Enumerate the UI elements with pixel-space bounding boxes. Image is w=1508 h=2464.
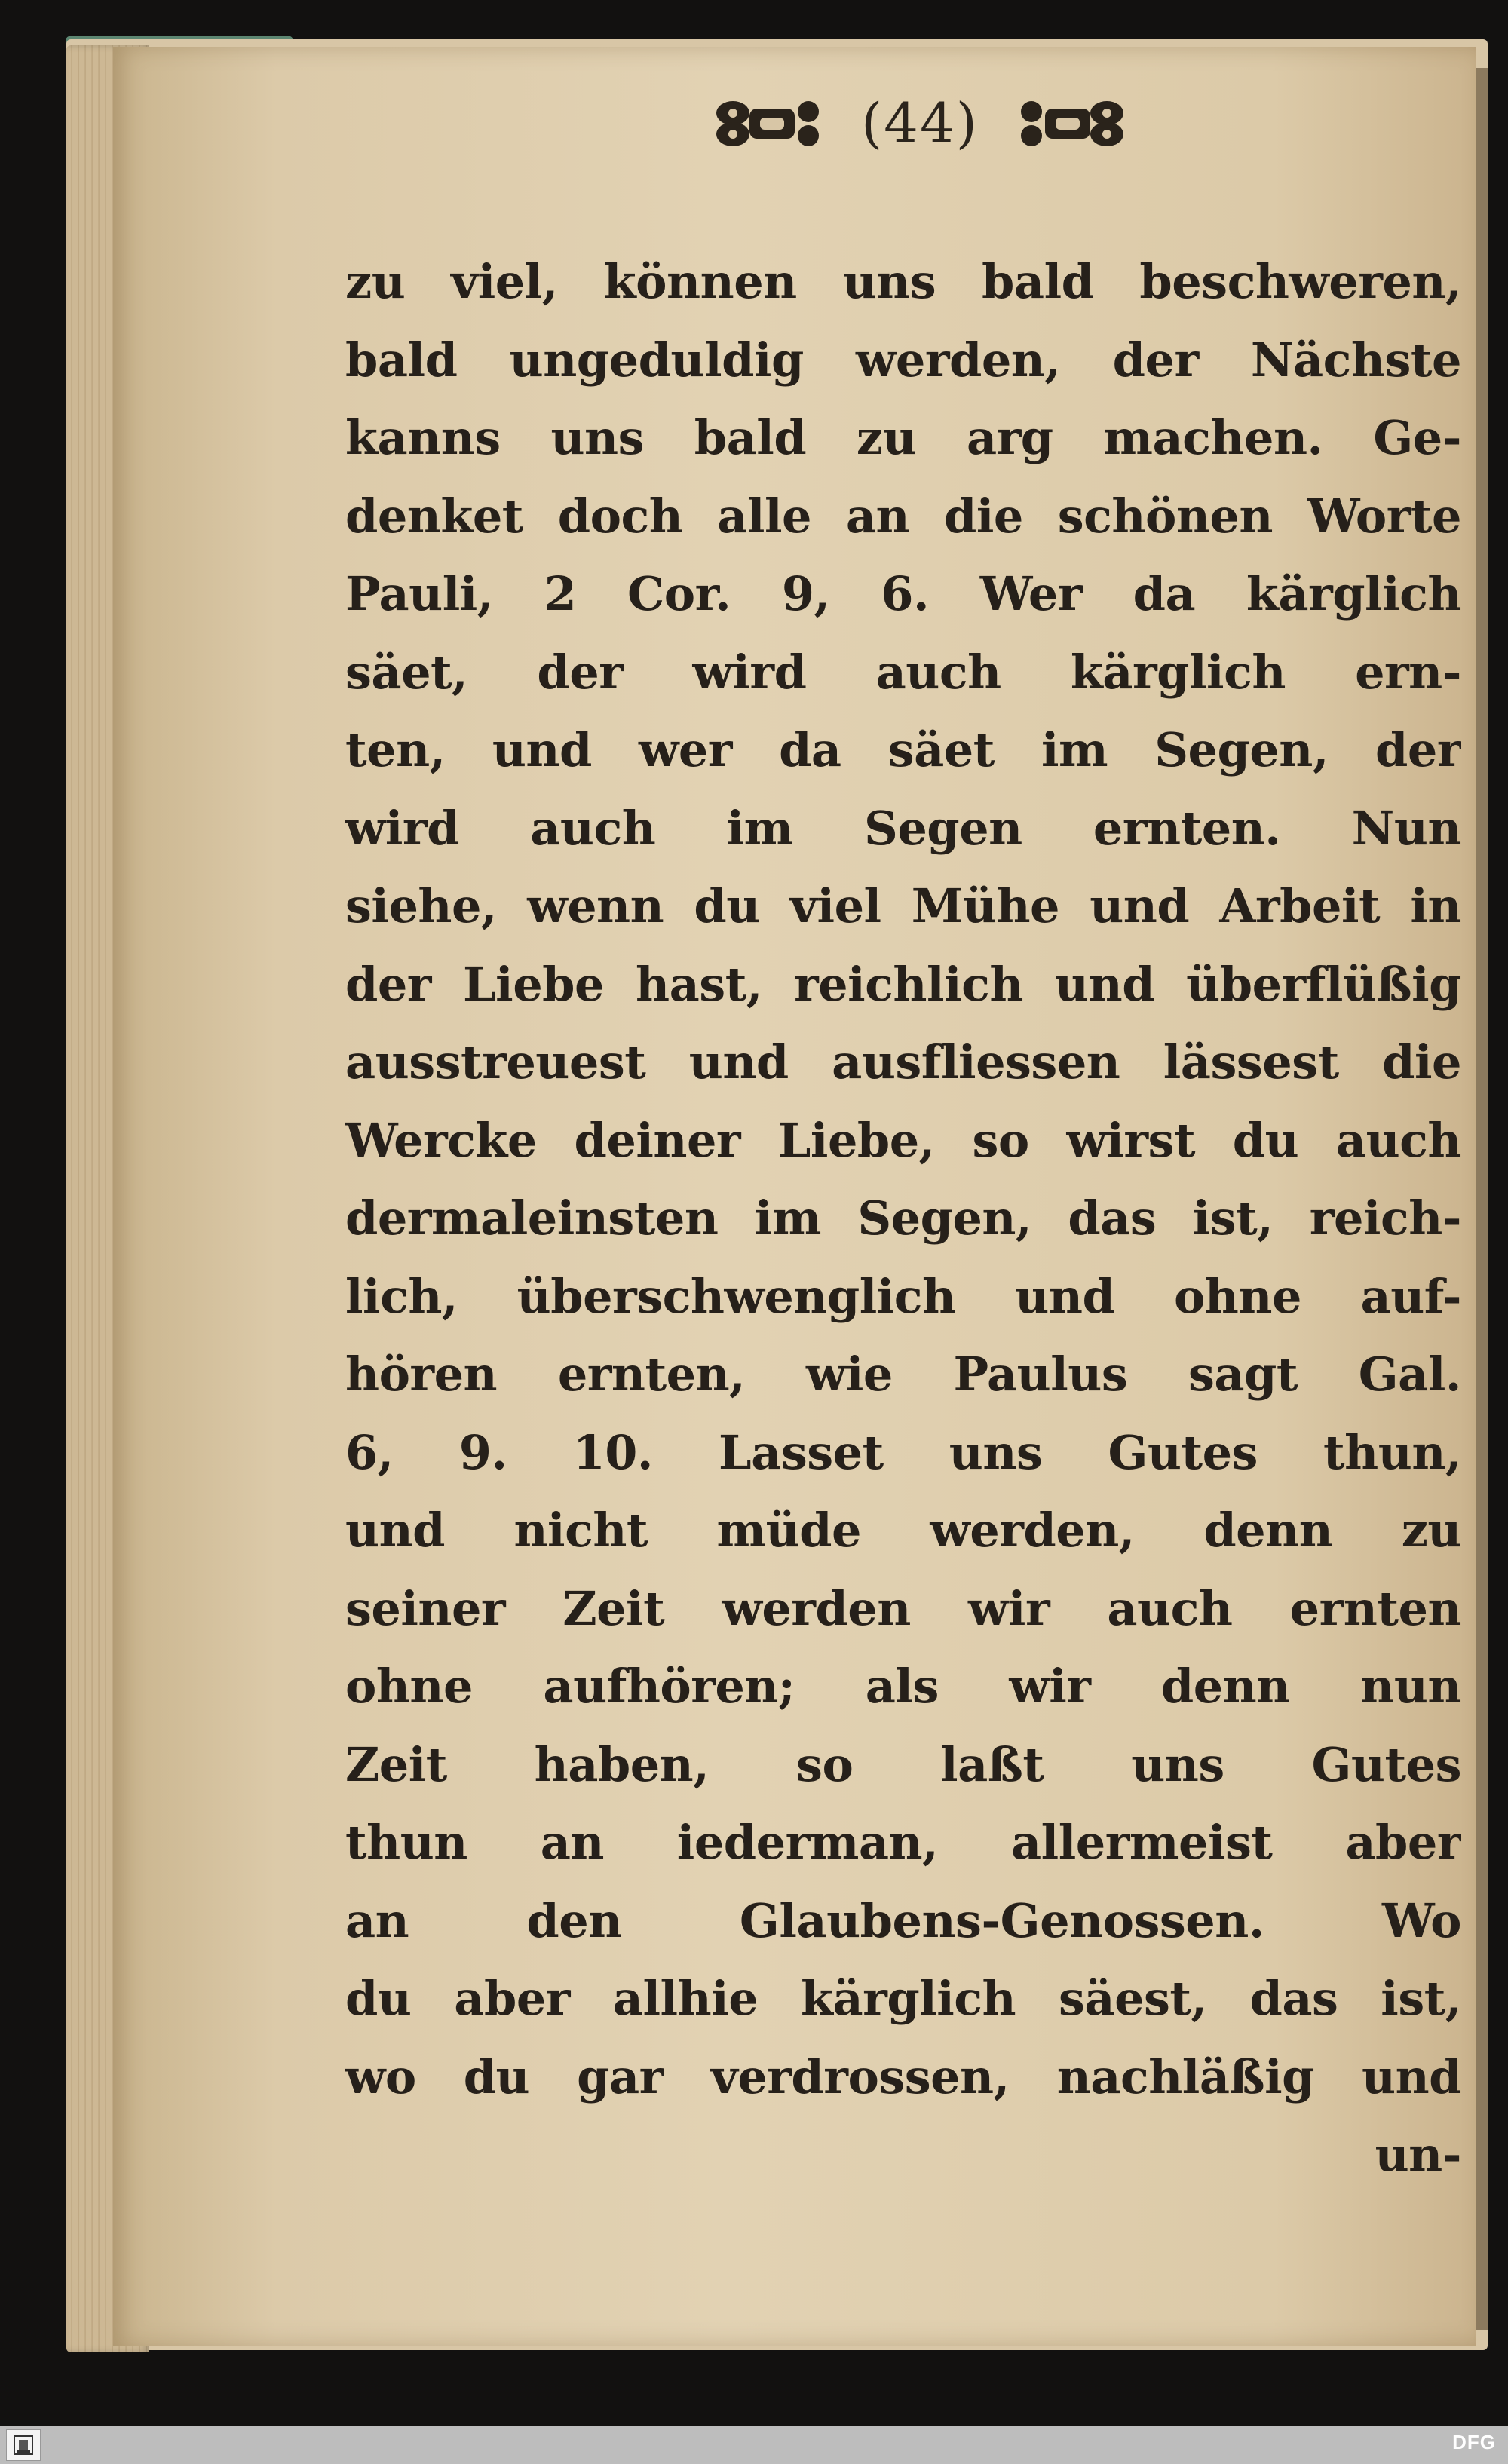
fleuron-right-icon (1009, 95, 1129, 151)
funder-label: DFG (1452, 2431, 1496, 2453)
fleuron-left-icon (710, 95, 831, 151)
text-line: wo du gar verdrossen, nachläßig und (345, 2049, 1461, 2104)
page-number: (44) (861, 91, 979, 155)
text-line: denket doch alle an die schönen Worte (345, 488, 1461, 544)
library-seal-icon[interactable] (6, 2429, 41, 2461)
page-right-edge (1476, 68, 1488, 2330)
text-line: dermaleinsten im Segen, das ist, reich- (345, 1191, 1461, 1246)
text-line: zu viel, können uns bald beschweren, (345, 254, 1461, 309)
text-line: Wercke deiner Liebe, so wirst du auch (345, 1112, 1461, 1168)
text-line: Zeit haben, so laßt uns Gutes (345, 1736, 1461, 1792)
catchword: un- (1375, 2127, 1461, 2182)
text-line: der Liebe hast, reichlich und überflüßig (345, 956, 1461, 1012)
text-line: wird auch im Segen ernten. Nun (345, 800, 1461, 856)
text-line: säet, der wird auch kärglich ern- (345, 644, 1461, 700)
text-line: kanns uns bald zu arg machen. Ge- (345, 410, 1461, 465)
page-text-block (345, 243, 1461, 2194)
text-line: bald ungeduldig werden, der Nächste (345, 332, 1461, 388)
text-line: ten, und wer da säet im Segen, der (345, 722, 1461, 777)
text-line: seiner Zeit werden wir auch ernten (345, 1580, 1461, 1636)
text-line: und nicht müde werden, denn zu (345, 1503, 1461, 1558)
text-line: Pauli, 2 Cor. 9, 6. Wer da kärglich (345, 566, 1461, 621)
page-header (656, 81, 1184, 164)
text-line: lich, überschwenglich und ohne auf- (345, 1268, 1461, 1324)
text-line: ohne aufhören; als wir denn nun (345, 1659, 1461, 1714)
text-line: 6, 9. 10. Lasset uns Gutes thun, (345, 1424, 1461, 1480)
text-line: an den Glaubens-Genossen. Wo (345, 1892, 1461, 1948)
viewer-bottom-bar (0, 2426, 1508, 2464)
text-line: thun an iederman, allermeist aber (345, 1815, 1461, 1870)
text-line: du aber allhie kärglich säest, das ist, (345, 1971, 1461, 2026)
text-line: siehe, wenn du viel Mühe und Arbeit in (345, 878, 1461, 933)
text-line: ausstreuest und ausfliessen lässest die (345, 1034, 1461, 1089)
text-line: hören ernten, wie Paulus sagt Gal. (345, 1347, 1461, 1402)
